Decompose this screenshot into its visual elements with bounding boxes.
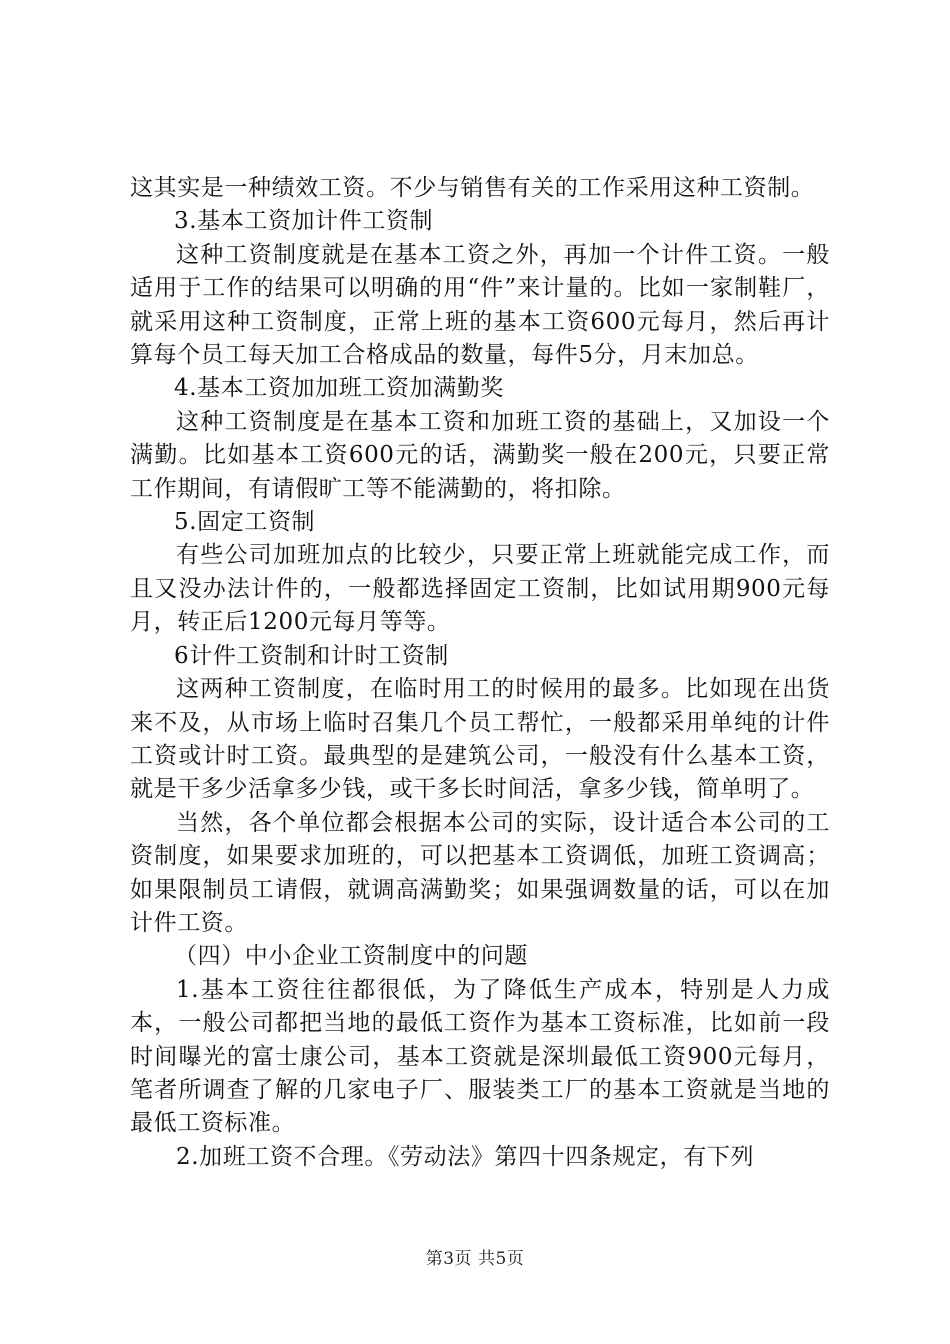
section-heading-3: 3.基本工资加计件工资制	[174, 208, 434, 235]
document-body	[130, 172, 830, 1174]
paragraph-piece-time-wage: 这两种工资制度，在临时用工的时候用的最多。比如现在出货来不及，从市场上临时召集几个员工帮忙，一般都采用单纯的计件工资或计时工资。最典型的是建筑公司，一般没有什么基本工资，就是干多少活拿多少钱，或干多长时间活，拿多少钱，简单明了。	[130, 676, 830, 803]
section-heading-4: 4.基本工资加加班工资加满勤奖	[174, 375, 504, 402]
section-heading-5: 5.固定工资制	[174, 509, 316, 536]
paragraph-attendance-bonus: 这种工资制度是在基本工资和加班工资的基础上，又加设一个满勤。比如基本工资600元的话，满勤奖一般在200元，只要正常工作期间，有请假旷工等不能满勤的，将扣除。	[130, 408, 830, 502]
paragraph-piece-rate: 这种工资制度就是在基本工资之外，再加一个计件工资。一般适用于工作的结果可以明确的用“件”来计量的。比如一家制鞋厂，就采用这种工资制度，正常上班的基本工资600元每月，然后再计算每个员工每天加工合格成品的数量，每件5分，月末加总。	[130, 241, 830, 369]
paragraph-problem-2: 2.加班工资不合理。《劳动法》第四十四条规定，有下列	[176, 1143, 755, 1170]
paragraph-continuation: 这其实是一种绩效工资。不少与销售有关的工作采用这种工资制。	[130, 175, 815, 201]
paragraph-fixed-wage: 有些公司加班加点的比较少，只要正常上班就能完成工作，而且又没办法计件的，一般都选择固定工资制，比如试用期900元每月，转正后1200元每月等等。	[130, 542, 830, 636]
section-heading-6: 6计件工资制和计时工资制	[174, 642, 449, 669]
paragraph-summary: 当然，各个单位都会根据本公司的实际，设计适合本公司的工资制度，如果要求加班的，可以把基本工资调低，加班工资调高；如果限制员工请假，就调高满勤奖；如果强调数量的话，可以在加计件工资。	[130, 809, 830, 936]
paragraph-problem-1: 1.基本工资往往都很低，为了降低生产成本，特别是人力成本，一般公司都把当地的最低工资作为基本工资标准，比如前一段时间曝光的富士康公司，基本工资就是深圳最低工资900元每月，笔者所调查了解的几家电子厂、服装类工厂的基本工资就是当地的最低工资标准。	[130, 976, 830, 1137]
page-number-footer: 第3页 共5页	[425, 1249, 525, 1269]
section-heading-problems: （四）中小企业工资制度中的问题	[174, 943, 528, 970]
